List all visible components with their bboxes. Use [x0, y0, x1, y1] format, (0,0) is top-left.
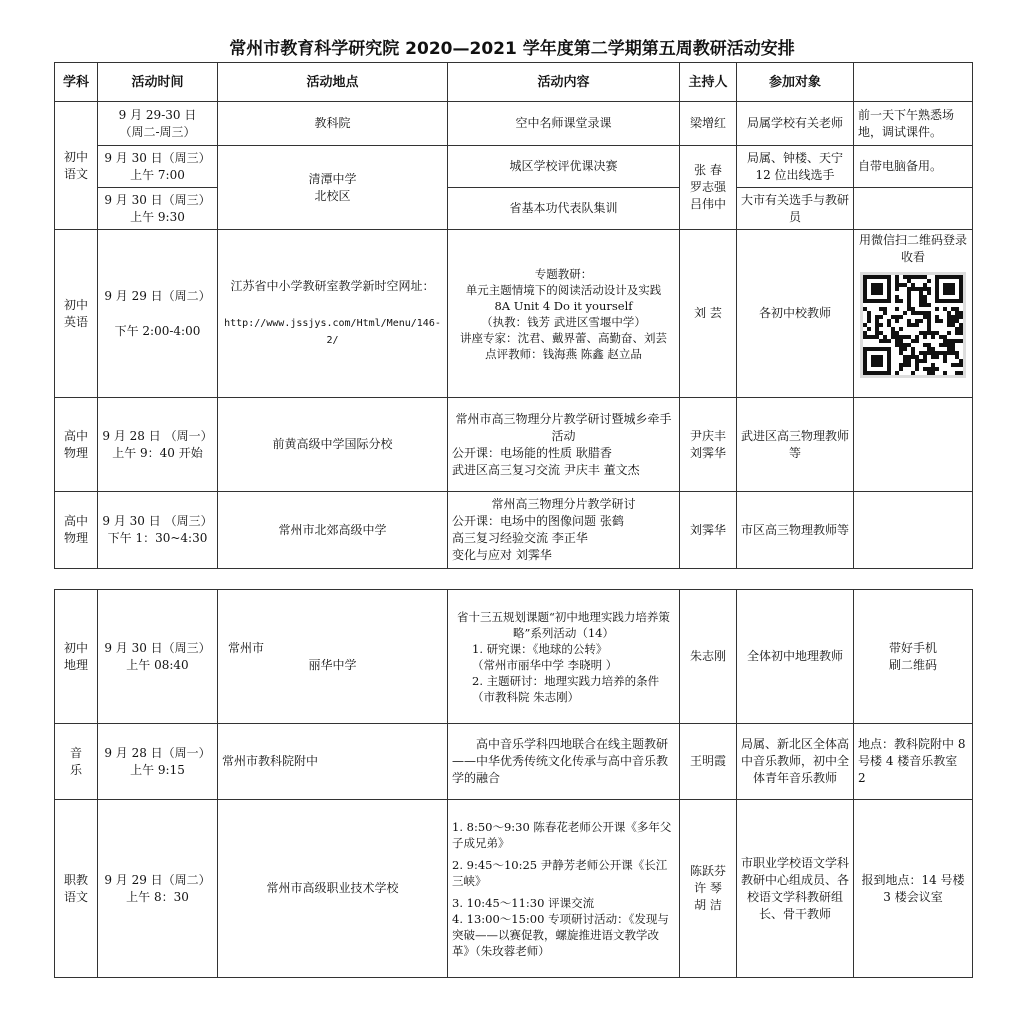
content-cell: 常州高三物理分片教学研讨 公开课：电场中的图像问题 张鹤 高三复习经验交流 李正华 变化与应对 刘霁华 — [448, 492, 680, 569]
subject-cell: 初中 语文 — [55, 102, 98, 230]
subject-cell: 高中 物理 — [55, 492, 98, 569]
note-cell: 报到地点：14 号楼 3 楼会议室 — [854, 800, 973, 978]
host-cell: 张 春 罗志强 吕伟中 — [680, 146, 737, 230]
host-cell: 梁增红 — [680, 102, 737, 146]
subject-cell: 初中 英语 — [55, 230, 98, 398]
content-cell: 空中名师课堂录课 — [448, 102, 680, 146]
content-cell: 专题教研： 单元主题情境下的阅读活动设计及实践 8A Unit 4 Do it yourself （执教：钱芳 武进区雪堰中学） 讲座专家：沈君、戴界蕾、高勤奋、刘芸 点评教师：钱海燕 陈鑫 赵立品 — [448, 230, 680, 398]
content-cell: 城区学校评优课决赛 — [448, 146, 680, 188]
header-place: 活动地点 — [218, 63, 448, 102]
note-cell: 带好手机 刷二维码 — [854, 590, 973, 724]
table-row — [55, 188, 973, 230]
page-title: 常州市教育科学研究院 2020—2021 学年度第二学期第五周教研活动安排 — [229, 39, 795, 59]
table-row — [55, 492, 973, 569]
header-host: 主持人 — [680, 63, 737, 102]
time-cell: 9 月 28 日（周一） 上午 9:15 — [98, 724, 218, 800]
host-cell: 朱志刚 — [680, 590, 737, 724]
stream-url[interactable]: http://www.jssjys.com/Html/Menu/146-2/ — [224, 318, 441, 346]
table-row — [55, 724, 973, 800]
place-cell: 教科院 — [218, 102, 448, 146]
note-cell: 自带电脑备用。 — [854, 146, 973, 188]
header-audience: 参加对象 — [737, 63, 854, 102]
audience-cell: 市区高三物理教师等 — [737, 492, 854, 569]
place-cell: 前黄高级中学国际分校 — [218, 398, 448, 492]
place-cell: 常州市北郊高级中学 — [218, 492, 448, 569]
audience-cell: 各初中校教师 — [737, 230, 854, 398]
note-cell: 用微信扫二维码登录收看 — [854, 230, 973, 398]
table-row — [55, 590, 973, 724]
table-row — [55, 102, 973, 146]
content-cell: 省十三五规划课题“初中地理实践力培养策略”系列活动（14） 1. 研究课：《地球的公转》 （常州市丽华中学 李晓明 ） 2. 主题研讨：地理实践力培养的条件 （市教科院 朱志刚） — [448, 590, 680, 724]
time-cell: 9 月 30 日（周三） 上午 9:30 — [98, 188, 218, 230]
time-cell: 9 月 29-30 日 （周二-周三） — [98, 102, 218, 146]
table-row — [55, 146, 973, 188]
host-cell: 尹庆丰 刘霁华 — [680, 398, 737, 492]
time-cell: 9 月 29 日（周二） 下午 2:00-4:00 — [98, 230, 218, 398]
header-time: 活动时间 — [98, 63, 218, 102]
content-cell: 高中音乐学科四地联合在线主题教研——中华优秀传统文化传承与高中音乐教学的融合 — [448, 724, 680, 800]
table-row — [55, 398, 973, 492]
table-row — [55, 230, 973, 398]
header-subject: 学科 — [55, 63, 98, 102]
subject-cell: 音 乐 — [55, 724, 98, 800]
schedule-table-top — [54, 62, 973, 569]
audience-cell: 局属、新北区全体高中音乐教师，初中全体青年音乐教师 — [737, 724, 854, 800]
header-content: 活动内容 — [448, 63, 680, 102]
host-cell: 刘霁华 — [680, 492, 737, 569]
subject-cell: 职教 语文 — [55, 800, 98, 978]
header-row — [55, 63, 973, 102]
header-note — [854, 63, 973, 102]
audience-cell: 大市有关选手与教研员 — [737, 188, 854, 230]
host-cell: 陈跃芬 许 琴 胡 洁 — [680, 800, 737, 978]
host-cell: 刘 芸 — [680, 230, 737, 398]
host-cell: 王明霞 — [680, 724, 737, 800]
time-cell: 9 月 29 日（周二） 上午 8：30 — [98, 800, 218, 978]
note-cell — [854, 398, 973, 492]
time-cell: 9 月 30 日（周三） 上午 7:00 — [98, 146, 218, 188]
time-cell: 9 月 30 日 （周三） 下午 1：30~4:30 — [98, 492, 218, 569]
place-cell: 江苏省中小学教研室教学新时空网址： http://www.jssjys.com/Html/Menu/146-2/ — [218, 230, 448, 398]
audience-cell: 市职业学校语文学科教研中心组成员、各校语文学科教研组长、骨干教师 — [737, 800, 854, 978]
qr-code-icon[interactable] — [860, 272, 966, 378]
subject-cell: 初中 地理 — [55, 590, 98, 724]
time-cell: 9 月 28 日 （周一） 上午 9：40 开始 — [98, 398, 218, 492]
note-cell — [854, 492, 973, 569]
subject-cell: 高中 物理 — [55, 398, 98, 492]
place-cell: 常州市 丽华中学 — [218, 590, 448, 724]
content-cell: 常州市高三物理分片教学研讨暨城乡牵手活动 公开课：电场能的性质 耿腊香 武进区高三复习交流 尹庆丰 董文杰 — [448, 398, 680, 492]
note-cell — [854, 188, 973, 230]
audience-cell: 局属、钟楼、天宁 12 位出线选手 — [737, 146, 854, 188]
audience-cell: 武进区高三物理教师等 — [737, 398, 854, 492]
note-cell: 地点：教科院附中 8 号楼 4 楼音乐教室 2 — [854, 724, 973, 800]
content-cell: 1. 8:50～9:30 陈春花老师公开课《多年父子成兄弟》 2. 9:45～10:25 尹静芳老师公开课《长江三峡》 3. 10:45～11:30 评课交流 4. 13:00～15:00 专项研讨活动：《发现与突破——以赛促教，螺旋推进语文教学改革》（朱玫蓉老师） — [448, 800, 680, 978]
time-cell: 9 月 30 日（周三） 上午 08:40 — [98, 590, 218, 724]
table-row — [55, 800, 973, 978]
place-cell: 常州市教科院附中 — [218, 724, 448, 800]
place-cell: 常州市高级职业技术学校 — [218, 800, 448, 978]
content-cell: 省基本功代表队集训 — [448, 188, 680, 230]
audience-cell: 局属学校有关老师 — [737, 102, 854, 146]
note-cell: 前一天下午熟悉场地，调试课件。 — [854, 102, 973, 146]
audience-cell: 全体初中地理教师 — [737, 590, 854, 724]
place-cell: 清潭中学 北校区 — [218, 146, 448, 230]
schedule-table-bottom — [54, 589, 973, 978]
